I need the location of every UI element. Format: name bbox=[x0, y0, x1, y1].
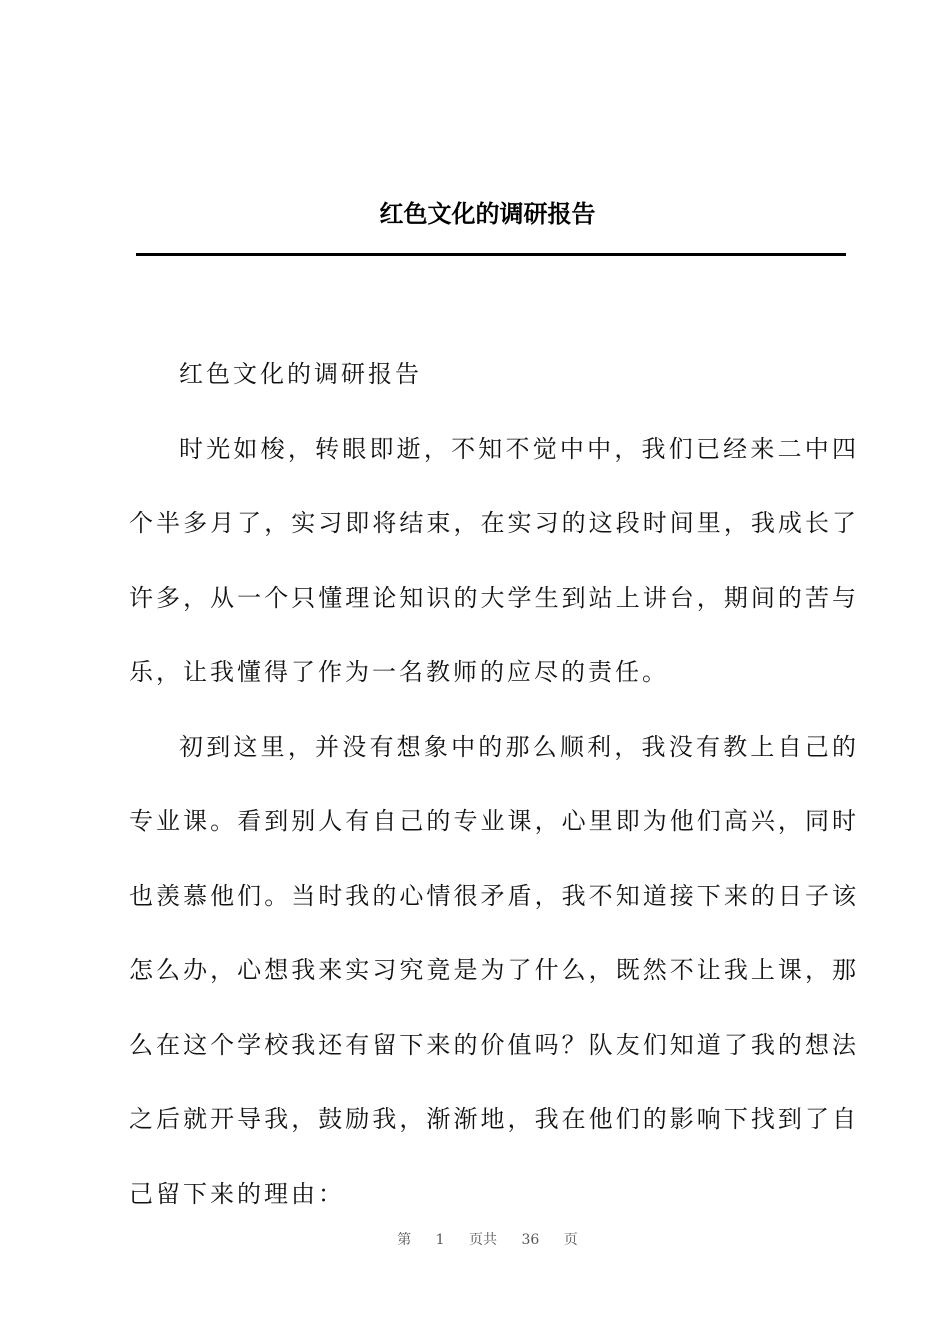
document-body bbox=[129, 337, 859, 1231]
footer-label-mid: 页共 bbox=[469, 1232, 498, 1248]
footer-label-last: 页 bbox=[563, 1232, 578, 1248]
page-footer bbox=[0, 1229, 950, 1251]
title-underline-divider bbox=[136, 253, 846, 256]
body-paragraph-heading: 红色文化的调研报告 bbox=[179, 360, 422, 388]
body-paragraph: 初到这里，并没有想象中的那么顺利，我没有教上自己的专业课。看到别人有自己的专业课，心里即为他们高兴，同时也羡慕他们。当时我的心情很矛盾，我不知道接下来的日子该怎么办，心想我来实习究竟是为了什么，既然不让我上课，那么在这个学校我还有留下来的价值吗？队友们知道了我的想法之后就开导我，鼓励我，渐渐地，我在他们的影响下找到了自己留下来的理由： bbox=[129, 732, 859, 1208]
footer-total-pages: 36 bbox=[521, 1232, 540, 1248]
footer-label-first: 第 bbox=[397, 1232, 412, 1248]
document-title: 红色文化的调研报告 bbox=[379, 200, 596, 228]
body-paragraph: 时光如梭，转眼即逝，不知不觉中中，我们已经来二中四个半多月了，实习即将结束，在实习的这段时间里，我成长了许多，从一个只懂理论知识的大学生到站上讲台，期间的苦与乐，让我懂得了作为一名教师的应尽的责任。 bbox=[129, 434, 859, 686]
footer-page-number: 1 bbox=[435, 1232, 445, 1248]
